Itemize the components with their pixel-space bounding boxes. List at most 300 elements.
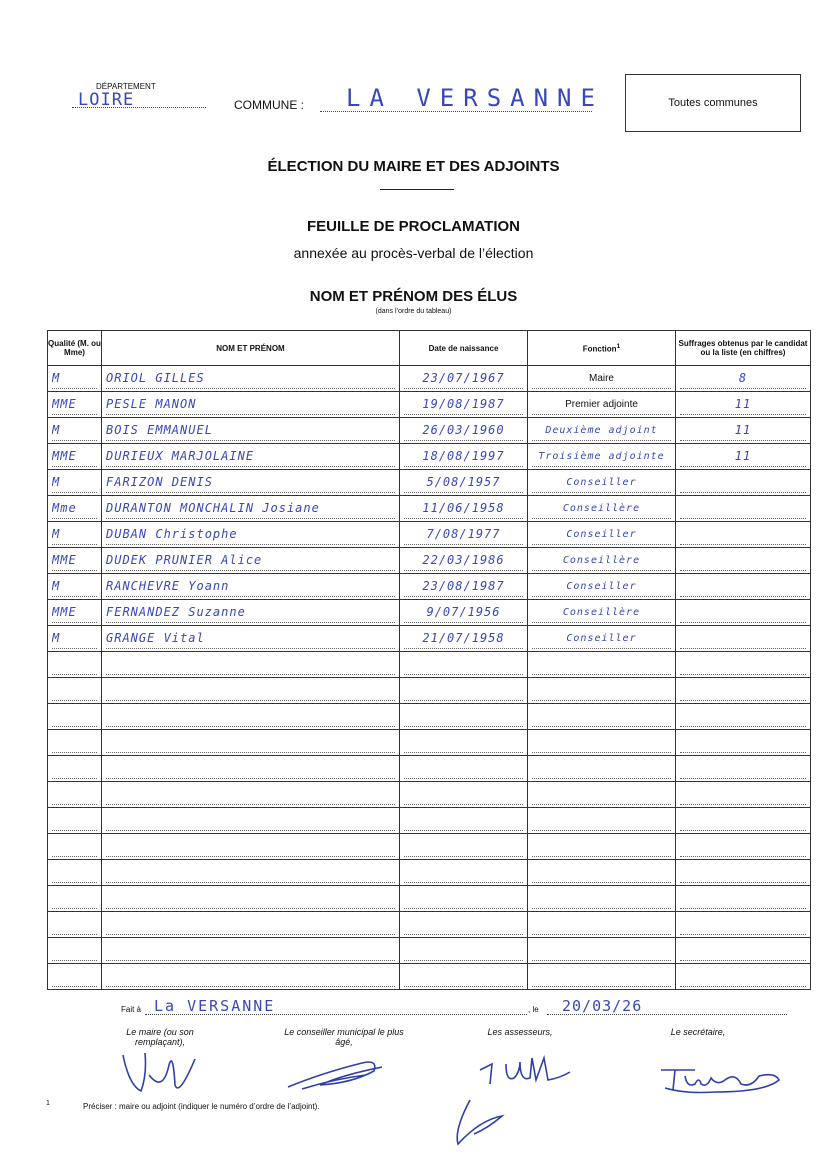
cell-nom	[102, 912, 400, 938]
cell-suffrages-value: 11	[680, 395, 806, 415]
cell-fonction-value	[532, 733, 671, 753]
cell-nom-value	[106, 863, 395, 883]
cell-suffrages-value	[680, 655, 806, 675]
fonction-footnote-ref: 1	[616, 343, 621, 351]
cell-date-value: 5/08/1957	[404, 473, 523, 493]
cell-fonction-value: Conseillère	[532, 499, 671, 519]
col-fonction: Fonction$^1$	[528, 331, 676, 366]
cell-date-value	[404, 915, 523, 935]
cell-qualite-value	[52, 707, 97, 727]
cell-date-value	[404, 967, 523, 987]
cell-qualite-value	[52, 915, 97, 935]
cell-fonction-value: Conseiller	[532, 473, 671, 493]
cell-nom-value	[106, 915, 395, 935]
cell-qualite	[48, 938, 102, 964]
cell-suffrages-value	[680, 681, 806, 701]
cell-date-value: 23/08/1987	[404, 577, 523, 597]
cell-fonction	[528, 548, 676, 574]
cell-fonction-value	[532, 915, 671, 935]
cell-qualite	[48, 756, 102, 782]
table-row	[48, 964, 811, 990]
cell-qualite	[48, 366, 102, 392]
cell-qualite-value	[52, 837, 97, 857]
cell-qualite	[48, 704, 102, 730]
signature-secretaire-label: Le secrétaire,	[670, 1027, 726, 1037]
cell-nom-value	[106, 811, 395, 831]
cell-nom	[102, 886, 400, 912]
cell-nom-value: GRANGE Vital	[106, 629, 395, 649]
col-date: Date de naissance	[400, 331, 528, 366]
cell-date-value: 22/03/1986	[404, 551, 523, 571]
cell-nom	[102, 730, 400, 756]
cell-nom-value: DUBAN Christophe	[106, 525, 395, 545]
cell-date-value	[404, 785, 523, 805]
cell-qualite-value	[52, 811, 97, 831]
cell-nom-value	[106, 889, 395, 909]
cell-qualite-value	[52, 863, 97, 883]
cell-fonction-value	[532, 811, 671, 831]
commune-label: COMMUNE :	[234, 98, 304, 112]
cell-suffrages-value	[680, 967, 806, 987]
cell-date-value	[404, 863, 523, 883]
cell-date	[400, 704, 528, 730]
cell-date-value: 11/06/1958	[404, 499, 523, 519]
cell-suffrages-value	[680, 759, 806, 779]
cell-date-value: 19/08/1987	[404, 395, 523, 415]
cell-qualite-value	[52, 759, 97, 779]
signature-assesseurs-label: Les assesseurs,	[487, 1027, 553, 1037]
cell-qualite	[48, 418, 102, 444]
cell-fonction	[528, 444, 676, 470]
date-label: , le	[528, 1005, 539, 1014]
cell-nom	[102, 860, 400, 886]
cell-date	[400, 574, 528, 600]
cell-fonction	[528, 600, 676, 626]
cell-qualite	[48, 626, 102, 652]
cell-fonction-value	[532, 863, 671, 883]
cell-nom-value: DURIEUX MARJOLAINE	[106, 447, 395, 467]
cell-date	[400, 470, 528, 496]
table-row	[48, 860, 811, 886]
cell-nom	[102, 366, 400, 392]
cell-fonction	[528, 730, 676, 756]
departement-value: LOIRE	[78, 90, 135, 110]
cell-fonction	[528, 808, 676, 834]
cell-suffrages	[676, 886, 811, 912]
cell-qualite	[48, 808, 102, 834]
col-suffrages: Suffrages obtenus par le candidat ou la liste (en chiffres)	[676, 331, 811, 366]
cell-date-value: 26/03/1960	[404, 421, 523, 441]
cell-suffrages-value	[680, 889, 806, 909]
cell-qualite	[48, 782, 102, 808]
cell-date	[400, 522, 528, 548]
cell-date-value	[404, 889, 523, 909]
cell-fonction-value: Maire	[532, 369, 671, 389]
cell-nom	[102, 938, 400, 964]
cell-qualite	[48, 574, 102, 600]
cell-date-value	[404, 837, 523, 857]
cell-date	[400, 756, 528, 782]
cell-date	[400, 912, 528, 938]
cell-date-value	[404, 707, 523, 727]
cell-fonction-value: Deuxième adjoint	[532, 421, 671, 441]
cell-suffrages	[676, 522, 811, 548]
commune-line	[320, 111, 592, 112]
cell-fonction-value	[532, 941, 671, 961]
sheet-subtitle: annexée au procès-verbal de l’élection	[293, 245, 534, 261]
cell-nom	[102, 496, 400, 522]
cell-date	[400, 964, 528, 990]
cell-nom-value: RANCHEVRE Yoann	[106, 577, 395, 597]
cell-fonction-value	[532, 707, 671, 727]
cell-nom	[102, 704, 400, 730]
cell-nom	[102, 782, 400, 808]
cell-nom	[102, 756, 400, 782]
cell-qualite	[48, 730, 102, 756]
cell-date	[400, 496, 528, 522]
elected-title: NOM ET PRÉNOM DES ÉLUS	[309, 288, 518, 305]
table-row	[48, 912, 811, 938]
cell-qualite-value: M	[52, 629, 97, 649]
cell-suffrages	[676, 912, 811, 938]
cell-qualite-value	[52, 733, 97, 753]
cell-fonction-value: Conseiller	[532, 525, 671, 545]
cell-suffrages	[676, 834, 811, 860]
cell-qualite-value	[52, 941, 97, 961]
cell-qualite-value	[52, 967, 97, 987]
cell-qualite	[48, 392, 102, 418]
cell-date	[400, 678, 528, 704]
cell-nom-value: BOIS EMMANUEL	[106, 421, 395, 441]
elected-table	[47, 330, 811, 990]
cell-nom-value: PESLE MANON	[106, 395, 395, 415]
cell-qualite-value: M	[52, 369, 97, 389]
cell-fonction-value	[532, 681, 671, 701]
conseiller-signature	[282, 1045, 392, 1095]
table-header-row	[48, 331, 811, 366]
cell-nom-value	[106, 733, 395, 753]
cell-date	[400, 938, 528, 964]
cell-fonction-value	[532, 837, 671, 857]
table-row	[48, 574, 811, 600]
cell-suffrages	[676, 704, 811, 730]
cell-suffrages	[676, 574, 811, 600]
cell-date	[400, 392, 528, 418]
cell-nom	[102, 964, 400, 990]
cell-date-value	[404, 655, 523, 675]
cell-nom-value: FARIZON DENIS	[106, 473, 395, 493]
cell-qualite	[48, 912, 102, 938]
cell-qualite-value: M	[52, 421, 97, 441]
cell-qualite-value: MME	[52, 603, 97, 623]
cell-qualite	[48, 834, 102, 860]
cell-date-value	[404, 733, 523, 753]
cell-date	[400, 444, 528, 470]
table-row	[48, 730, 811, 756]
cell-nom-value	[106, 759, 395, 779]
cell-fonction-value: Conseillère	[532, 551, 671, 571]
cell-suffrages-value	[680, 499, 806, 519]
cell-fonction-value: Conseillère	[532, 603, 671, 623]
cell-nom	[102, 522, 400, 548]
cell-date-value: 21/07/1958	[404, 629, 523, 649]
cell-suffrages	[676, 496, 811, 522]
cell-suffrages-value	[680, 577, 806, 597]
table-row	[48, 652, 811, 678]
departement-label: DÉPARTEMENT	[96, 82, 156, 91]
table-row	[48, 808, 811, 834]
cell-fonction	[528, 912, 676, 938]
cell-date	[400, 886, 528, 912]
cell-qualite-value: Mme	[52, 499, 97, 519]
cell-nom	[102, 626, 400, 652]
cell-suffrages	[676, 860, 811, 886]
cell-fonction-value: Conseiller	[532, 577, 671, 597]
cell-qualite-value	[52, 785, 97, 805]
table-row	[48, 704, 811, 730]
cell-suffrages-value	[680, 629, 806, 649]
cell-date-value: 23/07/1967	[404, 369, 523, 389]
cell-fonction	[528, 470, 676, 496]
elected-subtitle: (dans l’ordre du tableau)	[375, 308, 452, 315]
cell-nom	[102, 548, 400, 574]
cell-fonction	[528, 834, 676, 860]
table-row	[48, 496, 811, 522]
cell-nom-value: FERNANDEZ Suzanne	[106, 603, 395, 623]
cell-qualite	[48, 860, 102, 886]
cell-fonction	[528, 392, 676, 418]
scope-box	[625, 74, 801, 132]
cell-fonction-value	[532, 655, 671, 675]
cell-suffrages	[676, 548, 811, 574]
cell-date-value	[404, 941, 523, 961]
cell-fonction-value: Troisième adjointe	[532, 447, 671, 467]
cell-qualite-value	[52, 889, 97, 909]
cell-qualite-value	[52, 681, 97, 701]
departement-line	[72, 107, 206, 108]
cell-qualite-value: M	[52, 577, 97, 597]
cell-fonction	[528, 366, 676, 392]
cell-nom	[102, 678, 400, 704]
fait-label: Fait à	[121, 1005, 142, 1014]
cell-qualite	[48, 470, 102, 496]
cell-suffrages-value: 11	[680, 421, 806, 441]
cell-qualite	[48, 886, 102, 912]
cell-suffrages	[676, 756, 811, 782]
cell-qualite	[48, 678, 102, 704]
cell-fonction	[528, 782, 676, 808]
cell-qualite-value: M	[52, 473, 97, 493]
cell-date	[400, 418, 528, 444]
cell-suffrages-value	[680, 941, 806, 961]
cell-nom-value	[106, 967, 395, 987]
cell-date	[400, 626, 528, 652]
cell-suffrages-value	[680, 785, 806, 805]
cell-nom	[102, 574, 400, 600]
cell-qualite-value	[52, 655, 97, 675]
cell-suffrages	[676, 626, 811, 652]
cell-suffrages	[676, 366, 811, 392]
cell-suffrages	[676, 392, 811, 418]
cell-date	[400, 782, 528, 808]
cell-suffrages	[676, 730, 811, 756]
cell-fonction-value	[532, 785, 671, 805]
cell-fonction	[528, 886, 676, 912]
cell-qualite	[48, 548, 102, 574]
cell-nom-value	[106, 837, 395, 857]
fait-value: La VERSANNE	[154, 997, 276, 1015]
cell-suffrages	[676, 444, 811, 470]
cell-date	[400, 366, 528, 392]
cell-suffrages	[676, 600, 811, 626]
cell-fonction	[528, 704, 676, 730]
cell-suffrages-value: 11	[680, 447, 806, 467]
cell-suffrages-value	[680, 525, 806, 545]
main-title: ÉLECTION DU MAIRE ET DES ADJOINTS	[267, 158, 560, 175]
table-row	[48, 782, 811, 808]
cell-date-value: 7/08/1977	[404, 525, 523, 545]
cell-fonction-value: Premier adjointe	[532, 395, 671, 415]
table-row	[48, 756, 811, 782]
cell-nom	[102, 600, 400, 626]
sheet-title: FEUILLE DE PROCLAMATION	[306, 218, 521, 235]
table-row	[48, 886, 811, 912]
cell-qualite-value: M	[52, 525, 97, 545]
assesseurs-signature	[440, 1050, 580, 1150]
cell-fonction	[528, 756, 676, 782]
cell-fonction	[528, 652, 676, 678]
cell-suffrages	[676, 964, 811, 990]
maire-signature	[115, 1045, 215, 1101]
table-row	[48, 366, 811, 392]
cell-qualite-value: MME	[52, 551, 97, 571]
secretaire-signature	[655, 1062, 785, 1098]
cell-qualite	[48, 600, 102, 626]
footnote-number: 1	[46, 1100, 50, 1107]
commune-value: LA VERSANNE	[346, 84, 604, 112]
cell-nom	[102, 808, 400, 834]
table-row	[48, 548, 811, 574]
cell-fonction	[528, 860, 676, 886]
cell-date-value	[404, 811, 523, 831]
cell-suffrages	[676, 938, 811, 964]
cell-nom-value	[106, 655, 395, 675]
footnote-text: Préciser : maire ou adjoint (indiquer le numéro d’ordre de l’adjoint).	[83, 1102, 320, 1111]
cell-nom	[102, 418, 400, 444]
table-row	[48, 444, 811, 470]
cell-nom-value: ORIOL GILLES	[106, 369, 395, 389]
cell-nom	[102, 652, 400, 678]
cell-date-value: 18/08/1997	[404, 447, 523, 467]
cell-nom	[102, 470, 400, 496]
cell-suffrages-value	[680, 915, 806, 935]
cell-suffrages	[676, 652, 811, 678]
cell-suffrages-value	[680, 707, 806, 727]
cell-fonction	[528, 678, 676, 704]
cell-date	[400, 834, 528, 860]
table-row	[48, 418, 811, 444]
cell-fonction	[528, 964, 676, 990]
cell-qualite	[48, 444, 102, 470]
cell-suffrages-value	[680, 473, 806, 493]
cell-qualite	[48, 964, 102, 990]
cell-suffrages	[676, 678, 811, 704]
cell-nom	[102, 444, 400, 470]
cell-date-value	[404, 681, 523, 701]
cell-date-value	[404, 759, 523, 779]
cell-nom	[102, 834, 400, 860]
cell-qualite	[48, 496, 102, 522]
cell-suffrages-value	[680, 733, 806, 753]
cell-date	[400, 808, 528, 834]
fait-line	[145, 1014, 527, 1015]
table-row	[48, 678, 811, 704]
title-divider	[380, 189, 454, 190]
col-nom: NOM ET PRÉNOM	[102, 331, 400, 366]
cell-date	[400, 600, 528, 626]
cell-fonction-value	[532, 967, 671, 987]
table-row	[48, 834, 811, 860]
cell-fonction	[528, 574, 676, 600]
cell-suffrages-value: 8	[680, 369, 806, 389]
cell-fonction-value	[532, 889, 671, 909]
cell-nom-value	[106, 707, 395, 727]
cell-fonction-value	[532, 759, 671, 779]
cell-suffrages	[676, 470, 811, 496]
date-value: 20/03/26	[562, 997, 643, 1015]
table-row	[48, 470, 811, 496]
cell-suffrages-value	[680, 837, 806, 857]
table-row	[48, 626, 811, 652]
cell-fonction	[528, 626, 676, 652]
cell-date	[400, 548, 528, 574]
signature-maire-label: Le maire (ou son remplaçant),	[126, 1027, 194, 1047]
date-line	[547, 1014, 787, 1015]
cell-suffrages-value	[680, 811, 806, 831]
cell-date	[400, 652, 528, 678]
cell-qualite	[48, 522, 102, 548]
cell-suffrages-value	[680, 603, 806, 623]
cell-qualite	[48, 652, 102, 678]
scope-box-label: Toutes communes	[668, 97, 758, 109]
cell-nom-value	[106, 785, 395, 805]
cell-fonction	[528, 418, 676, 444]
cell-suffrages-value	[680, 863, 806, 883]
table-row	[48, 522, 811, 548]
cell-fonction	[528, 522, 676, 548]
table-row	[48, 392, 811, 418]
cell-suffrages-value	[680, 551, 806, 571]
cell-fonction	[528, 496, 676, 522]
cell-nom-value: DURANTON MONCHALIN Josiane	[106, 499, 395, 519]
cell-nom-value	[106, 681, 395, 701]
cell-suffrages	[676, 418, 811, 444]
cell-qualite-value: MME	[52, 395, 97, 415]
cell-nom-value	[106, 941, 395, 961]
col-qualite: Qualité (M. ou Mme)	[48, 331, 102, 366]
table-row	[48, 938, 811, 964]
cell-date	[400, 730, 528, 756]
cell-nom	[102, 392, 400, 418]
cell-suffrages	[676, 808, 811, 834]
cell-qualite-value: MME	[52, 447, 97, 467]
cell-date	[400, 860, 528, 886]
table-row	[48, 600, 811, 626]
cell-fonction	[528, 938, 676, 964]
signature-conseiller-label: Le conseiller municipal le plus âgé,	[284, 1027, 404, 1047]
cell-suffrages	[676, 782, 811, 808]
cell-fonction-value: Conseiller	[532, 629, 671, 649]
